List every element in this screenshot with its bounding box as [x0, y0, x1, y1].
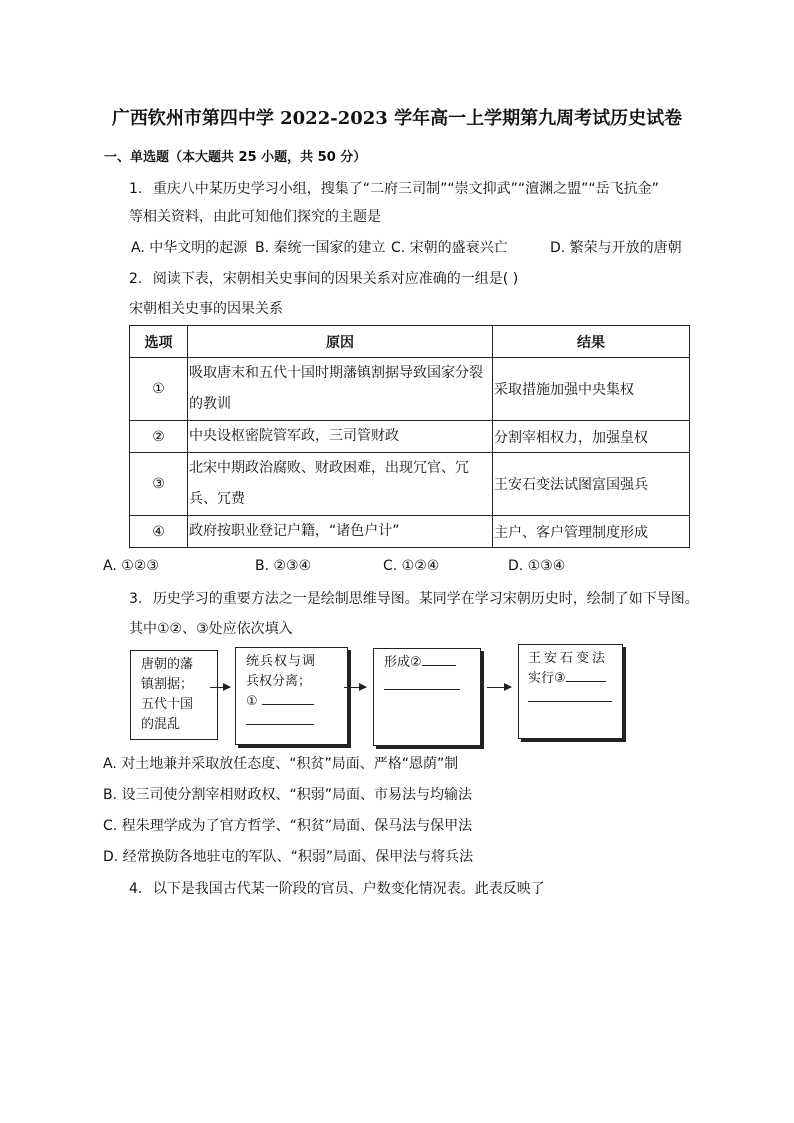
page-title: 广西钦州市第四中学 2022-2023 学年高一上学期第九周考试历史试卷 [111, 108, 683, 129]
table-caption: 宋朝相关史事的因果关系 [129, 301, 283, 317]
question-text-cont: 等相关资料，由此可知他们探究的主题是 [129, 209, 381, 225]
q2-option-c: C. ①②④ [383, 558, 440, 574]
diagram-box-origin [130, 650, 218, 740]
header-cause: 原因 [188, 326, 493, 358]
row-effect: 采取措施加强中央集权 [493, 358, 690, 421]
table-row [130, 516, 690, 548]
question-2 [129, 270, 518, 288]
box-line: 统兵权与调 [246, 654, 317, 669]
question-1 [129, 180, 659, 198]
q1-option-b: B. 秦统一国家的建立 [255, 240, 386, 256]
blank-2-cont [384, 689, 460, 690]
box-line [246, 692, 347, 712]
diagram-box-measure [235, 647, 348, 745]
table-row [130, 358, 690, 421]
row-cause: 北宋中期政治腐败、财政困难，出现冗官、冗兵、冗费 [188, 453, 493, 516]
q3-option-d: D. 经常换防各地驻屯的军队、“积弱”局面、保甲法与将兵法 [103, 849, 474, 865]
row-number: ② [130, 421, 188, 453]
blank-1-cont [246, 724, 314, 725]
table-row [130, 453, 690, 516]
row-effect: 分割宰相权力，加强皇权 [493, 421, 690, 453]
question-text: 历史学习的重要方法之一是绘制思维导图。某同学在学习宋朝历史时，绘制了如下导图。 [152, 591, 699, 607]
row-effect: 王安石变法试图富国强兵 [493, 453, 690, 516]
q3-option-b: B. 设三司使分割宰相财政权、“积弱”局面、市易法与均输法 [103, 787, 473, 803]
box-line [246, 712, 347, 732]
question-4 [129, 880, 545, 898]
box-line: 唐朝的藩 [141, 657, 194, 672]
header-option: 选项 [130, 326, 188, 358]
row-number: ③ [130, 453, 188, 516]
diagram-box-result [373, 648, 481, 746]
box-line [384, 653, 480, 673]
question-text: 阅读下表，宋朝相关史事间的因果关系对应准确的一组是( ) [152, 271, 519, 287]
row-number: ① [130, 358, 188, 421]
row-effect: 主户、客户管理制度形成 [493, 516, 690, 548]
q1-option-d: D. 繁荣与开放的唐朝 [550, 240, 682, 256]
q3-option-a: A. 对土地兼并采取放任态度、“积贫”局面、严格“恩荫”制 [103, 756, 459, 772]
question-text-cont: 其中①②、③处应依次填入 [129, 621, 293, 637]
cause-effect-table [129, 325, 690, 548]
blank-1 [262, 704, 314, 705]
box-line: 王安石变法 [528, 651, 609, 666]
box-line: 五代十国 [141, 697, 194, 712]
row-cause: 中央设枢密院管军政，三司管财政 [188, 421, 493, 453]
diagram-arrow [344, 687, 366, 688]
blank-2-label: 形成② [384, 655, 422, 670]
question-text: 以下是我国古代某一阶段的官员、户数变化情况表。此表反映了 [152, 881, 545, 897]
question-number: 2. [129, 271, 143, 287]
blank-3-cont [528, 701, 612, 702]
question-number: 1. [129, 181, 143, 197]
q3-option-c: C. 程朱理学成为了官方哲学、“积贫”局面、保马法与保甲法 [103, 818, 473, 834]
box-line: 的混乱 [141, 717, 181, 732]
section-heading: 一、单选题（本大题共 25 小题，共 50 分） [104, 150, 367, 165]
q2-option-d: D. ①③④ [508, 558, 566, 574]
q2-option-a: A. ①②③ [103, 558, 159, 574]
header-effect: 结果 [493, 326, 690, 358]
table-header-row [130, 326, 690, 358]
question-number: 3. [129, 591, 143, 607]
question-3 [129, 590, 699, 608]
q1-option-a: A. 中华文明的起源 [131, 240, 248, 256]
row-cause: 政府按职业登记户籍，“诸色户计” [188, 516, 493, 548]
blank-3 [566, 681, 606, 682]
row-number: ④ [130, 516, 188, 548]
blank-2 [422, 665, 456, 666]
box-line [384, 677, 480, 697]
q2-option-b: B. ②③④ [255, 558, 312, 574]
blank-3-label: 实行③ [528, 671, 566, 686]
diagram-arrow [487, 687, 511, 688]
box-line [528, 669, 622, 689]
q1-option-c: C. 宋朝的盛衰兴亡 [391, 240, 508, 256]
row-cause: 吸取唐末和五代十国时期藩镇割据导致国家分裂的教训 [188, 358, 493, 421]
diagram-box-reform [518, 644, 623, 739]
diagram-arrow [210, 687, 230, 688]
box-line [528, 689, 622, 709]
question-number: 4. [129, 881, 143, 897]
question-text: 重庆八中某历史学习小组，搜集了“二府三司制”“崇文抑武”“澶渊之盟”“岳飞抗金” [152, 181, 659, 197]
box-line: 镇割据； [141, 677, 194, 692]
box-line: 兵权分离； [246, 674, 312, 689]
blank-1-label: ① [246, 694, 258, 709]
table-row [130, 421, 690, 453]
